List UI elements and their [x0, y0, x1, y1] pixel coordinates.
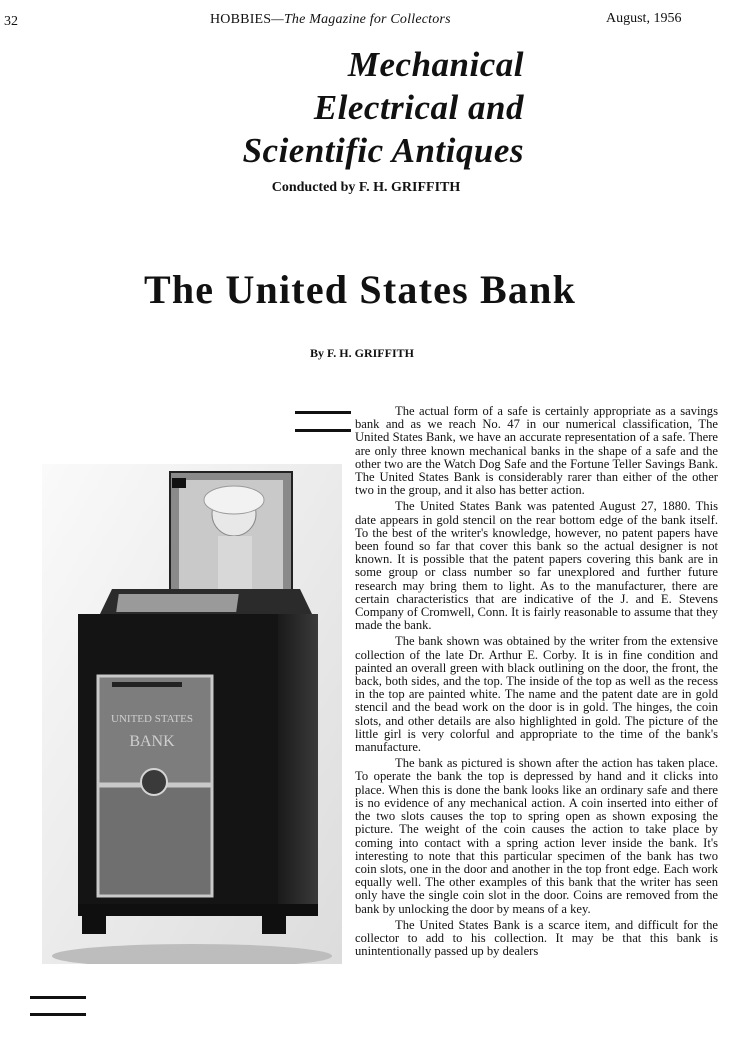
photo-door-text-line-1: UNITED STATES — [111, 713, 193, 725]
section-title-line-1: Mechanical — [347, 45, 524, 84]
bank-photo — [42, 464, 342, 964]
page-number: 32 — [4, 14, 18, 29]
article-paragraph: The bank as pictured is shown after the action has taken place. To operate the bank the top is depressed by hand and it clicks into place. When this is done the bank looks like an ordinary safe and there is no evidence of any mechanical action. A coin inserted into either of the two slots causes the top to spring open as shown exposing the picture. The weight of the coin causes the action to take place by coming into contact with a spring action lever inside the bank. It's interesting to note that this particular specimen of the bank has two coin slots, one in the door and another in the top front edge. Each work equally well. The other examples of this bank that the writer has seen only have the single coin slot in the door. Coins are removed from the bank by unlocking the door by means of a key. — [355, 756, 718, 916]
article-byline-text: By F. H. GRIFFITH — [310, 346, 414, 360]
decorative-rule — [295, 429, 351, 432]
article-paragraph: The United States Bank is a scarce item, and difficult for the collector to add to his collection. It may be that this bank is unintentionally passed up by dealers — [355, 917, 718, 959]
article-paragraph: The bank shown was obtained by the writer from the extensive collection of the late Dr. Arthur E. Corby. It is in fine condition and painted an overall green with black outlining on the door, the front, the back, both sides, and the top. The inside of the top as well as the recess in the top are painted white. The name and the patent date are in gold stencil and the bead work on the door is in gold. The hinges, the coin slots, and other details are also highlighted in gold. The picture of the little girl is very colorful and appropriate to the time of the bank's manufacture. — [355, 634, 718, 755]
article-paragraph: The actual form of a safe is certainly appropriate as a savings bank and as we reach No. 47 in our numerical classification, The United States Bank, we have an accurate representation of a safe. There are only three known mechanical banks in the shape of a safe and the other two are the Watch Dog Safe and the Fortune Teller Savings Bank. The United States Bank is considerably rarer than either of the other two in the group, and it also has better action. — [355, 404, 718, 498]
issue-date: August, 1956 — [606, 11, 682, 26]
united-states-bank-illustration — [42, 464, 342, 964]
photo-door-text-line-2: BANK — [129, 733, 175, 750]
article-body — [355, 405, 718, 958]
running-head — [210, 12, 451, 28]
section-title-line-2: Electrical and — [313, 88, 524, 127]
article-title-text: The United States Bank — [143, 267, 577, 312]
publication-name: HOBBIES — [210, 12, 272, 27]
section-conductor-line — [0, 180, 732, 196]
conducted-by-text: Conducted by F. H. GRIFFITH — [271, 180, 461, 195]
decorative-rule — [30, 1013, 86, 1016]
article-byline — [0, 346, 732, 361]
decorative-rule — [30, 996, 86, 999]
decorative-rule — [295, 411, 351, 414]
article-paragraph: The United States Bank was patented August 27, 1880. This date appears in gold stencil on the rear bottom edge of the bank itself. To the best of the writer's knowledge, however, no patent papers have been found so far that cover this bank so the actual designer is not known. It is possible that the patent papers covering this bank are in some group or class number so far unexplored and further future research may bring them to light. As to the manufacturer, there are certain characteristics that are indicative of the J. and E. Stevens Company of Cromwell, Conn. It is fairly reasonable to assume that they made the bank. — [355, 499, 718, 633]
article-title — [0, 266, 732, 313]
section-title-line-3: Scientific Antiques — [242, 131, 524, 170]
publication-subtitle: —The Magazine for Collectors — [271, 12, 451, 27]
